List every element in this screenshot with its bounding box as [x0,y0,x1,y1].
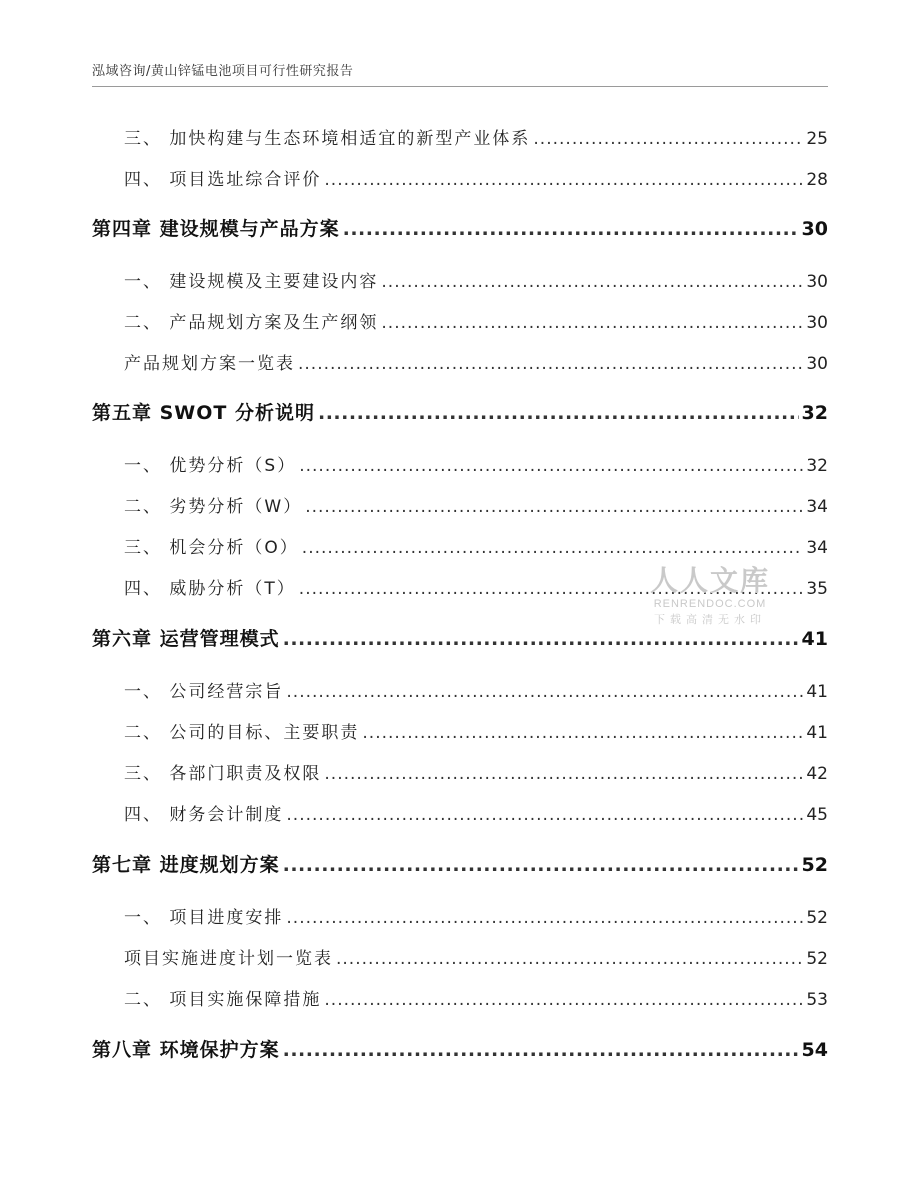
toc-entry[interactable] [124,267,828,292]
page-header: 泓域咨询/黄山锌锰电池项目可行性研究报告 [92,64,354,79]
toc-dot-leader [299,456,803,476]
watermark-site: RENRENDOC.COM [653,598,767,610]
toc-entry-title: 四、 项目选址综合评价 [124,170,322,190]
watermark [640,566,780,627]
toc-entry-title: 一、 建设规模及主要建设内容 [124,272,379,292]
toc-entry-title: 一、 优势分析（S） [124,456,297,476]
toc-entry[interactable] [124,492,828,517]
toc-dot-leader [286,682,803,702]
toc-entry-page: 32 [801,402,828,424]
toc-entry-title: 项目实施进度计划一览表 [124,949,333,969]
toc-dot-leader [381,313,803,333]
toc-dot-leader [286,805,803,825]
toc-dot-leader [324,764,803,784]
toc-entry-page: 28 [806,170,828,190]
toc-entry-page: 25 [806,129,828,149]
toc-dot-leader [283,854,799,876]
toc-dot-leader [298,354,803,374]
toc-entry-title: 第四章 建设规模与产品方案 [92,218,340,240]
toc-dot-leader [324,170,803,190]
toc-entry-page: 42 [806,764,828,784]
toc-entry-page: 52 [806,908,828,928]
toc-entry-page: 34 [806,497,828,517]
toc-entry-title: 第七章 进度规划方案 [92,854,280,876]
watermark-slogan: 下载高清无水印 [654,613,766,626]
toc-entry[interactable] [124,677,828,702]
toc-dot-leader [324,990,803,1010]
toc-entry-page: 30 [801,218,828,240]
toc-entry[interactable] [124,308,828,333]
toc-entry-title: 一、 公司经营宗旨 [124,682,284,702]
toc-entry-title: 产品规划方案一览表 [124,354,295,374]
toc-dot-leader [305,497,803,517]
toc-entry-title: 二、 劣势分析（W） [124,497,303,517]
toc-entry[interactable] [124,944,828,969]
toc-entry-page: 35 [806,579,828,599]
toc-entry-page: 54 [801,1039,828,1061]
toc-entry-title: 三、 机会分析（O） [124,538,299,558]
toc-entry-title: 二、 产品规划方案及生产纲领 [124,313,379,333]
toc-entry-title: 三、 各部门职责及权限 [124,764,322,784]
toc-entry[interactable] [124,759,828,784]
toc-entry-title: 二、 项目实施保障措施 [124,990,322,1010]
toc-chapter-entry[interactable] [92,850,828,877]
toc-entry-title: 三、 加快构建与生态环境相适宜的新型产业体系 [124,129,531,149]
toc-entry-title: 四、 威胁分析（T） [124,579,296,599]
toc-entry-page: 52 [801,854,828,876]
toc-dot-leader [336,949,803,969]
toc-dot-leader [302,538,804,558]
toc-entry-title: 第八章 环境保护方案 [92,1039,280,1061]
watermark-title: 人人文库 [649,564,770,597]
toc-entry-page: 45 [806,805,828,825]
toc-entry-title: 第五章 SWOT 分析说明 [92,402,315,424]
toc-dot-leader [381,272,803,292]
toc-entry-page: 34 [806,538,828,558]
toc-chapter-entry[interactable] [92,214,828,241]
toc-entry-page: 41 [801,628,828,650]
toc-entry[interactable] [124,451,828,476]
toc-dot-leader [533,129,803,149]
toc-entry[interactable] [124,533,828,558]
toc-entry-title: 二、 公司的目标、主要职责 [124,723,360,743]
toc-entry[interactable] [124,165,828,190]
toc-entry-page: 30 [806,272,828,292]
toc-entry-title: 第六章 运营管理模式 [92,628,280,650]
toc-dot-leader [318,402,799,424]
toc-dot-leader [286,908,803,928]
toc-entry[interactable] [124,800,828,825]
toc-entry-page: 30 [806,354,828,374]
toc-dot-leader [362,723,803,743]
toc-entry-title: 一、 项目进度安排 [124,908,284,928]
toc-dot-leader [283,628,799,650]
toc-entry[interactable] [124,903,828,928]
toc-entry[interactable] [124,124,828,149]
toc-entry-page: 32 [806,456,828,476]
toc-entry-page: 41 [806,682,828,702]
toc-entry[interactable] [124,349,828,374]
toc-entry-title: 四、 财务会计制度 [124,805,284,825]
toc-dot-leader [283,1039,799,1061]
toc-entry-page: 41 [806,723,828,743]
toc-entry-page: 52 [806,949,828,969]
toc-dot-leader [343,218,799,240]
toc-chapter-entry[interactable] [92,624,828,651]
toc-entry[interactable] [124,985,828,1010]
toc-chapter-entry[interactable] [92,1035,828,1062]
toc-entry-page: 30 [806,313,828,333]
toc-entry[interactable] [124,718,828,743]
toc-entry-page: 53 [806,990,828,1010]
toc-chapter-entry[interactable] [92,398,828,425]
